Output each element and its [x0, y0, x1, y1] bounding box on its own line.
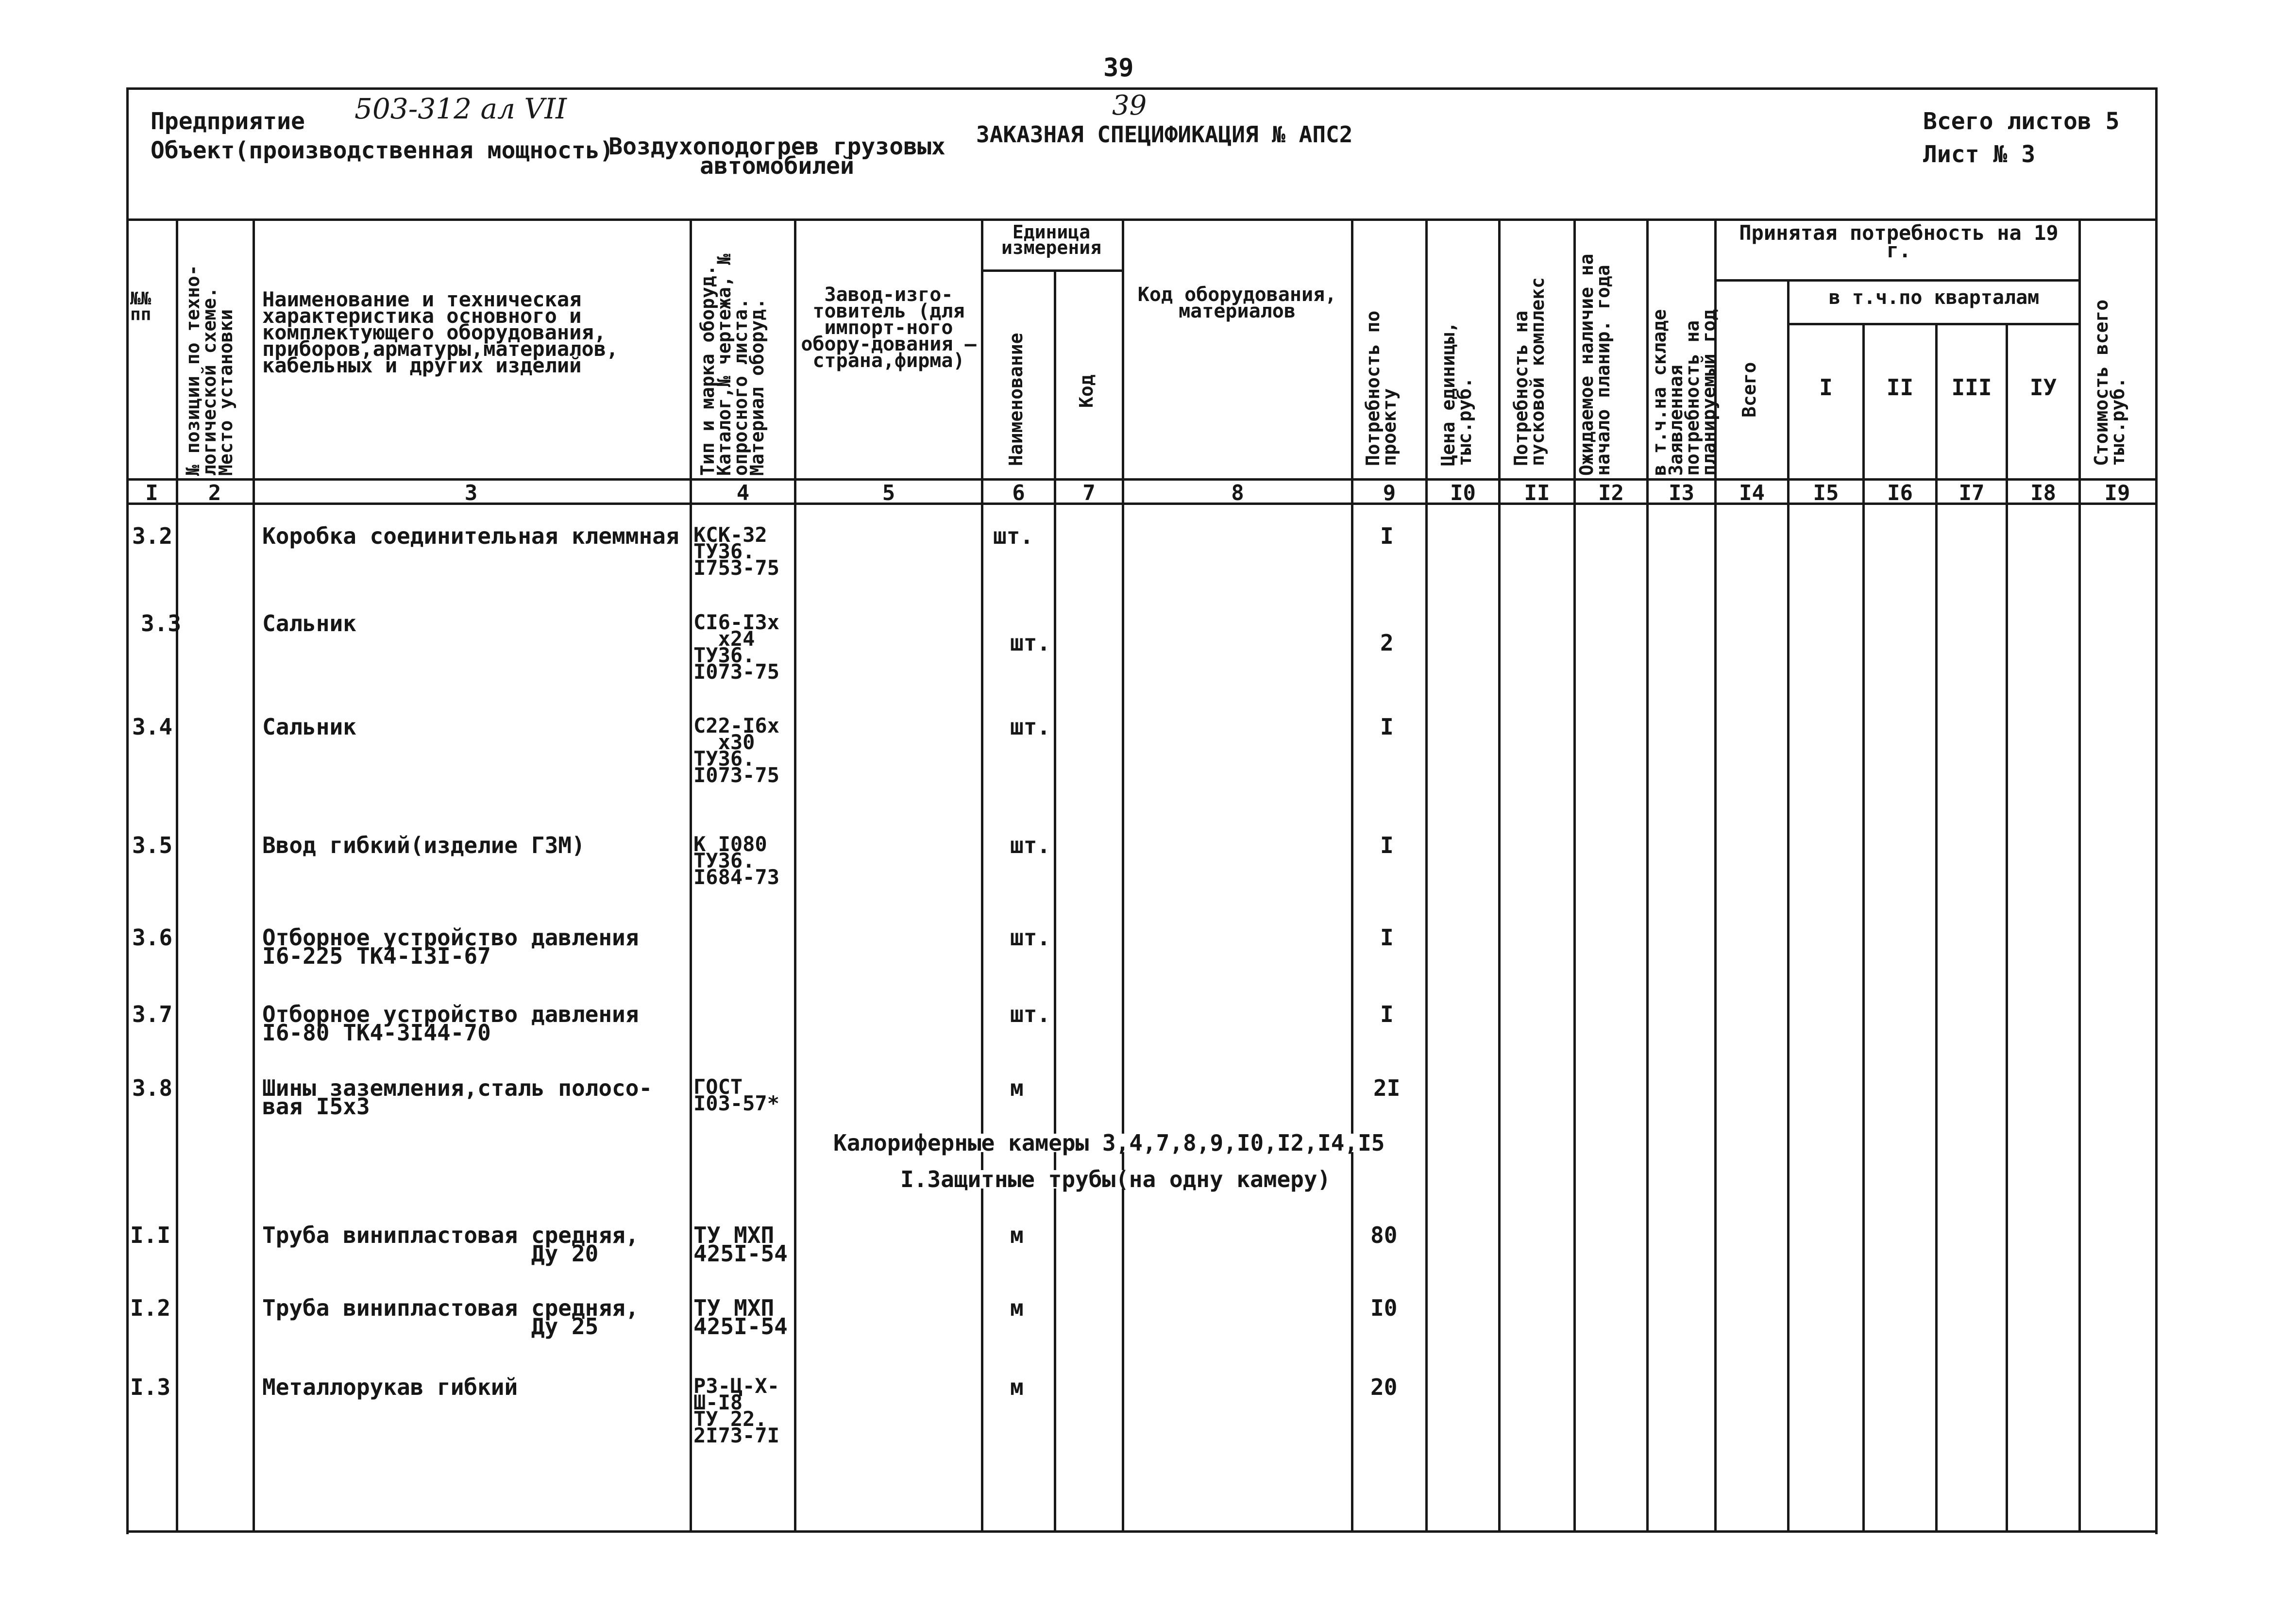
row-qty: 2 — [1380, 630, 1394, 656]
col-header-12: Ожидаемое наличие на начало планир. года — [1576, 253, 1614, 476]
quarters-group-line — [1787, 323, 2081, 325]
col-line — [2078, 219, 2081, 1530]
row-qty: I0 — [1370, 1295, 1398, 1321]
row-name: Металлорукав гибкий — [262, 1374, 518, 1400]
col-line — [690, 219, 692, 1530]
col-number: I3 — [1669, 481, 1694, 505]
col-number: I — [145, 481, 158, 505]
sheet-number: Лист № 3 — [1923, 141, 2036, 168]
col-number: I8 — [2030, 481, 2056, 505]
col-header-2: № позиции по техно-логической схеме. Место установки — [182, 265, 236, 476]
col-header-6: Наименование — [1005, 333, 1027, 466]
row-unit: шт. — [1010, 630, 1051, 656]
col-number: I2 — [1598, 481, 1624, 505]
col-number: I0 — [1450, 481, 1476, 505]
row-qty: I — [1380, 924, 1394, 951]
col-header-18: IУ — [2029, 374, 2057, 401]
row-name: Труба винипластовая средняя, Ду 25 — [262, 1295, 639, 1340]
col-header-4: Тип и марка оборуд. Каталог,№ чертежа, № опросного листа. Материал оборуд. — [697, 253, 768, 476]
col-line — [1351, 219, 1353, 1530]
col-header-8: Код оборудования, материалов — [1137, 284, 1337, 322]
col-number: 7 — [1082, 481, 1096, 505]
row-name: Труба винипластовая средняя, Ду 20 — [262, 1222, 639, 1267]
col-number: I9 — [2104, 481, 2130, 505]
object-value: Воздухоподогрев грузовых автомобилей — [608, 133, 945, 180]
row-number: 3.8 — [132, 1075, 173, 1101]
section-subtitle: I.Защитные трубы(на одну камеру) — [898, 1170, 1333, 1189]
col-number: I4 — [1739, 481, 1765, 505]
col-header-14-18-group: Принятая потребность на 19 г. — [1739, 221, 2059, 262]
row-type: ТУ МХП 425I-54 — [693, 1295, 788, 1340]
unit-group-line — [981, 269, 1124, 272]
col-header-1: №№ пп — [130, 289, 152, 324]
col-header-14: Всего — [1739, 362, 1760, 418]
accepted-group-line — [1714, 279, 2081, 282]
col-header-17: III — [1951, 374, 1992, 401]
col-header-11: Потребность на пусковой комплекс — [1510, 277, 1548, 466]
col-line — [1935, 325, 1938, 1530]
frame-bottom — [126, 1530, 2156, 1533]
row-type: ТУ МХП 425I-54 — [693, 1222, 788, 1267]
row-number: 3.6 — [132, 924, 173, 951]
section-title: Калориферные камеры 3,4,7,8,9,I0,I2,I4,I5 — [831, 1134, 1386, 1152]
row-number: I.I — [130, 1222, 171, 1248]
col-number: 3 — [464, 481, 478, 505]
row-name: Ввод гибкий(изделие ГЗМ) — [262, 832, 585, 858]
col-header-7: Код — [1076, 374, 1097, 408]
col-line — [253, 219, 255, 1530]
row-number: 3.3 — [141, 610, 182, 636]
row-type: Р3-Ц-Х- Ш-I8 ТУ 22. 2I73-7I — [693, 1374, 780, 1447]
col-number: 4 — [736, 481, 750, 505]
row-qty: I — [1380, 714, 1394, 740]
row-qty: I — [1380, 523, 1394, 549]
col-header-10: Цена единицы, тыс.руб. — [1437, 321, 1475, 466]
col-line — [1787, 282, 1790, 1530]
row-number: I.2 — [130, 1295, 171, 1321]
col-line — [1498, 219, 1501, 1530]
col-line — [981, 219, 983, 1530]
row-number: 3.7 — [132, 1001, 173, 1027]
col-line — [2006, 325, 2008, 1530]
spec-title: ЗАКАЗНАЯ СПЕЦИФИКАЦИЯ № АПС2 — [976, 121, 1353, 148]
row-unit: шт. — [1010, 714, 1051, 740]
row-name: Шины заземления,сталь полосо- вая I5х3 — [262, 1075, 653, 1120]
row-qty: I — [1380, 832, 1394, 858]
col-number: II — [1524, 481, 1550, 505]
enterprise-label: Предприятие — [151, 108, 305, 135]
page-number: 39 — [1103, 53, 1134, 83]
row-type: ГОСТ I03-57* — [693, 1075, 780, 1115]
total-sheets: Всего листов 5 — [1923, 108, 2120, 135]
row-qty: 80 — [1370, 1222, 1398, 1248]
row-name: Коробка соединительная клеммная — [262, 523, 679, 549]
col-number: I6 — [1887, 481, 1913, 505]
row-type: С22-I6х х30 ТУ36. I073-75 — [693, 714, 780, 787]
col-header-19: Стоимость всего тыс.руб. — [2091, 299, 2128, 466]
row-number: 3.4 — [132, 714, 173, 740]
col-number: 9 — [1383, 481, 1396, 505]
col-line — [176, 219, 178, 1530]
col-number: 8 — [1231, 481, 1244, 505]
row-unit: м — [1010, 1295, 1024, 1321]
col-line — [794, 219, 796, 1530]
row-unit: м — [1010, 1374, 1024, 1400]
row-type: К I080 ТУ36. I684-73 — [693, 832, 780, 889]
object-label: Объект(производственная мощность) — [151, 137, 614, 164]
col-header-6-7-group: Единица измерения — [1001, 221, 1101, 258]
row-unit: м — [1010, 1222, 1024, 1248]
row-name: Сальник — [262, 714, 356, 740]
row-unit: шт. — [1010, 924, 1051, 951]
row-unit: м — [1010, 1075, 1024, 1101]
col-header-15: I — [1819, 374, 1833, 401]
col-header-9: Потребность по проекту — [1362, 310, 1400, 466]
row-qty: 2I — [1373, 1075, 1401, 1101]
col-header-13: в т.ч.на складе Заявленная потребность на планируемый год — [1649, 309, 1720, 476]
col-header-3: Наименование и техническая характеристика основного и комплектующего оборудования, приборов,арматуры,материалов, кабельных и других изделий — [262, 287, 619, 377]
col-number: 5 — [882, 481, 895, 505]
row-number: I.3 — [130, 1374, 171, 1400]
row-qty: I — [1380, 1001, 1394, 1027]
row-unit: шт. — [1010, 1001, 1051, 1027]
col-line — [1425, 219, 1428, 1530]
row-number: 3.5 — [132, 832, 173, 858]
row-type: СI6-I3х х24 ТУ36. I073-75 — [693, 610, 780, 684]
col-line — [1122, 219, 1124, 1530]
row-name: Отборное устройство давления I6-225 ТК4-I3I-67 — [262, 924, 639, 969]
col-number: 2 — [208, 481, 221, 505]
frame-right — [2155, 87, 2158, 1534]
row-name: Сальник — [262, 610, 356, 636]
row-unit: шт. — [1010, 832, 1051, 858]
row-number: 3.2 — [132, 523, 173, 549]
col-header-15-18-group: в т.ч.по кварталам — [1828, 286, 2040, 309]
col-line — [1054, 272, 1056, 1530]
handwritten-sheet-number: 39 — [1112, 90, 1147, 121]
col-number: I7 — [1958, 481, 1985, 505]
row-type: КСК-32 ТУ36. I753-75 — [693, 523, 780, 580]
col-header-16: II — [1886, 374, 1914, 401]
col-header-5: Завод-изго-товитель (для импорт-ного обору-дования — страна,фирма) — [801, 284, 977, 372]
row-name: Отборное устройство давления I6-80 ТК4-3I44-70 — [262, 1001, 639, 1046]
col-number: 6 — [1012, 481, 1025, 505]
col-number: I5 — [1813, 481, 1839, 505]
row-unit: шт. — [993, 523, 1034, 549]
row-qty: 20 — [1370, 1374, 1398, 1400]
col-line — [1862, 325, 1865, 1530]
enterprise-value: 503-312 ал VII — [355, 92, 567, 125]
frame-left — [126, 87, 129, 1534]
